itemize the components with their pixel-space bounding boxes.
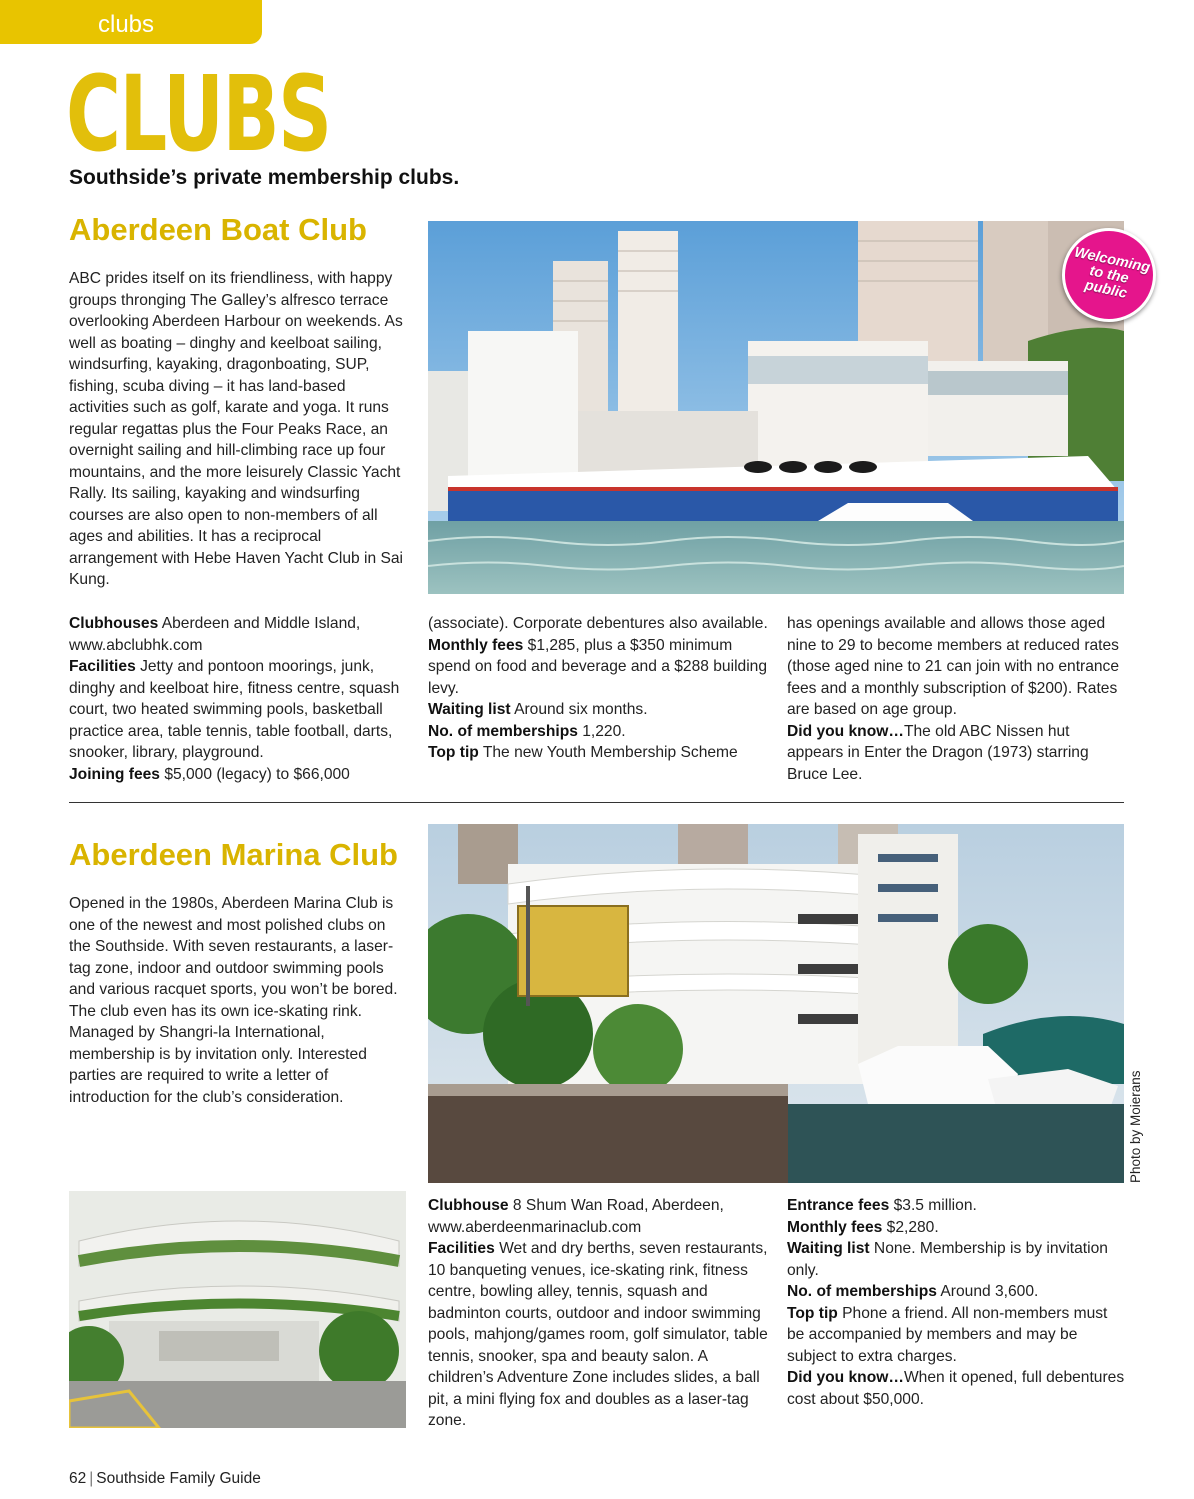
clubhouse-label: Clubhouse: [428, 1197, 509, 1214]
marina-club-intro-text: Opened in the 1980s, Aberdeen Marina Club is one of the newest and most polished clubs on the Southside. With seven restaurants, a laser-tag zone, indoor and outdoor swimming pools and various racquet sports, you won’t be bored. The club even has its own ice-skating rink. Managed by Shangri-la International, membership is by invitation only. Interested parties are required to write a letter of introduction for the club’s consideration.: [69, 895, 398, 1106]
marina-club-heading: Aberdeen Marina Club: [69, 837, 398, 872]
clubhouses-value: Aberdeen and Middle Island, www.abclubhk.com: [69, 615, 361, 654]
memberships-value: 1,220.: [577, 722, 626, 740]
page-subtitle: Southside’s private membership clubs.: [69, 166, 460, 189]
clubhouse-value: 8 Shum Wan Road, Aberdeen, www.aberdeenmarinaclub.com: [428, 1197, 724, 1236]
boat-club-photo: [428, 221, 1124, 594]
boat-club-col3: [787, 613, 1127, 785]
memberships-label: No. of memberships: [787, 1283, 937, 1300]
top-tip-continued: has openings available and allows those aged nine to 29 to become members at reduced rates (those aged nine to 21 can join with no entrance fees and a monthly subscription of $200). Rates are based on age group.: [787, 615, 1120, 718]
boat-club-intro-text: ABC prides itself on its friendliness, with happy groups thronging The Galley’s alfresco terrace overlooking Aberdeen Harbour on weekends. As well as boating – dinghy and keelboat sailing, windsurfing, kayaking, dragonboating, SUP, fishing, scuba diving – it has land-based activities such as golf, karate and yoga. It runs regular regattas plus the Four Peaks Race, an overnight sailing and hill-climbing race up four mountains, and the more leisurely Classic Yacht Rally. Its sailing, kayaking and windsurfing courses are also open to non-members of all ages and abilities. It has a reciprocal arrangement with Hebe Haven Yacht Club in Sai Kung.: [69, 270, 404, 588]
monthly-fees-label: Monthly fees: [787, 1218, 883, 1236]
photo-credit: Photo by Moierans: [1128, 1070, 1143, 1183]
facilities-value: Jetty and pontoon moorings, junk, dinghy and keelboat hire, fitness centre, squash court, two heated swimming pools, basketball practice area, table tennis, table football, darts, snooker, library, playground.: [69, 658, 400, 761]
waiting-list-label: Waiting list: [428, 701, 511, 718]
page-number: 62: [69, 1470, 87, 1487]
facilities-label: Facilities: [69, 658, 136, 675]
badge-text: Welcoming to the public: [1072, 244, 1152, 302]
footer-separator: |: [89, 1470, 94, 1487]
top-tip-label: Top tip: [428, 744, 479, 761]
boat-club-heading: Aberdeen Boat Club: [69, 212, 367, 247]
clubhouses-label: Clubhouses: [69, 615, 159, 632]
memberships-value: Around 3,600.: [936, 1283, 1039, 1300]
section-tab: clubs: [0, 0, 262, 44]
publication-name: Southside Family Guide: [96, 1470, 261, 1487]
did-you-know-label: Did you know…: [787, 722, 904, 740]
joining-fees-continued: (associate). Corporate debentures also available.: [428, 615, 768, 632]
monthly-fees-value: $2,280.: [882, 1218, 939, 1236]
top-tip-value: Phone a friend. All non-members must be accompanied by members and may be subject to extra charges.: [787, 1304, 1108, 1365]
boat-club-col2: [428, 613, 768, 764]
monthly-fees-value: $1,285, plus a $350 minimum spend on food and beverage and a $288 building levy.: [428, 636, 768, 697]
top-tip-value: The new Youth Membership Scheme: [478, 744, 738, 761]
waiting-list-value: None. Membership is by invitation only.: [787, 1240, 1108, 1279]
page-footer: [69, 1470, 261, 1488]
did-you-know-label: Did you know…: [787, 1369, 904, 1386]
top-tip-label: Top tip: [787, 1304, 838, 1322]
joining-fees-value: $5,000 (legacy) to $66,000: [159, 765, 350, 783]
marina-club-photo: [428, 824, 1124, 1183]
marina-club-intro: [69, 893, 409, 1108]
boat-club-col1: [69, 613, 409, 785]
page-title: CLUBS: [66, 53, 331, 175]
section-divider: [69, 802, 1124, 803]
waiting-list-label: Waiting list: [787, 1240, 870, 1257]
did-you-know-value: The old ABC Nissen hut appears in Enter the Dragon (1973) starring Bruce Lee.: [787, 722, 1089, 783]
memberships-label: No. of memberships: [428, 722, 578, 740]
marina-club-col3: [787, 1195, 1127, 1410]
facilities-label: Facilities: [428, 1240, 495, 1257]
marina-entrance-photo: [69, 1191, 406, 1428]
entrance-fees-value: $3.5 million.: [889, 1197, 977, 1214]
did-you-know-value: When it opened, full debentures cost about $50,000.: [787, 1369, 1125, 1408]
monthly-fees-label: Monthly fees: [428, 636, 524, 654]
waiting-list-value: Around six months.: [510, 701, 648, 718]
marina-club-col2: [428, 1195, 770, 1432]
joining-fees-label: Joining fees: [69, 765, 160, 783]
facilities-value: Wet and dry berths, seven restaurants, 10 banqueting venues, ice-skating rink, fitness centre, bowling alley, tennis, squash and badminton courts, outdoor and indoor swimming pools, mahjong/games room, golf simulator, table tennis, snooker, spa and beauty salon. A children’s Adventure Zone includes slides, a ball pit, a mini flying fox and doubles as a laser-tag zone.: [428, 1240, 768, 1429]
boat-club-intro: [69, 268, 409, 591]
entrance-fees-label: Entrance fees: [787, 1197, 890, 1214]
